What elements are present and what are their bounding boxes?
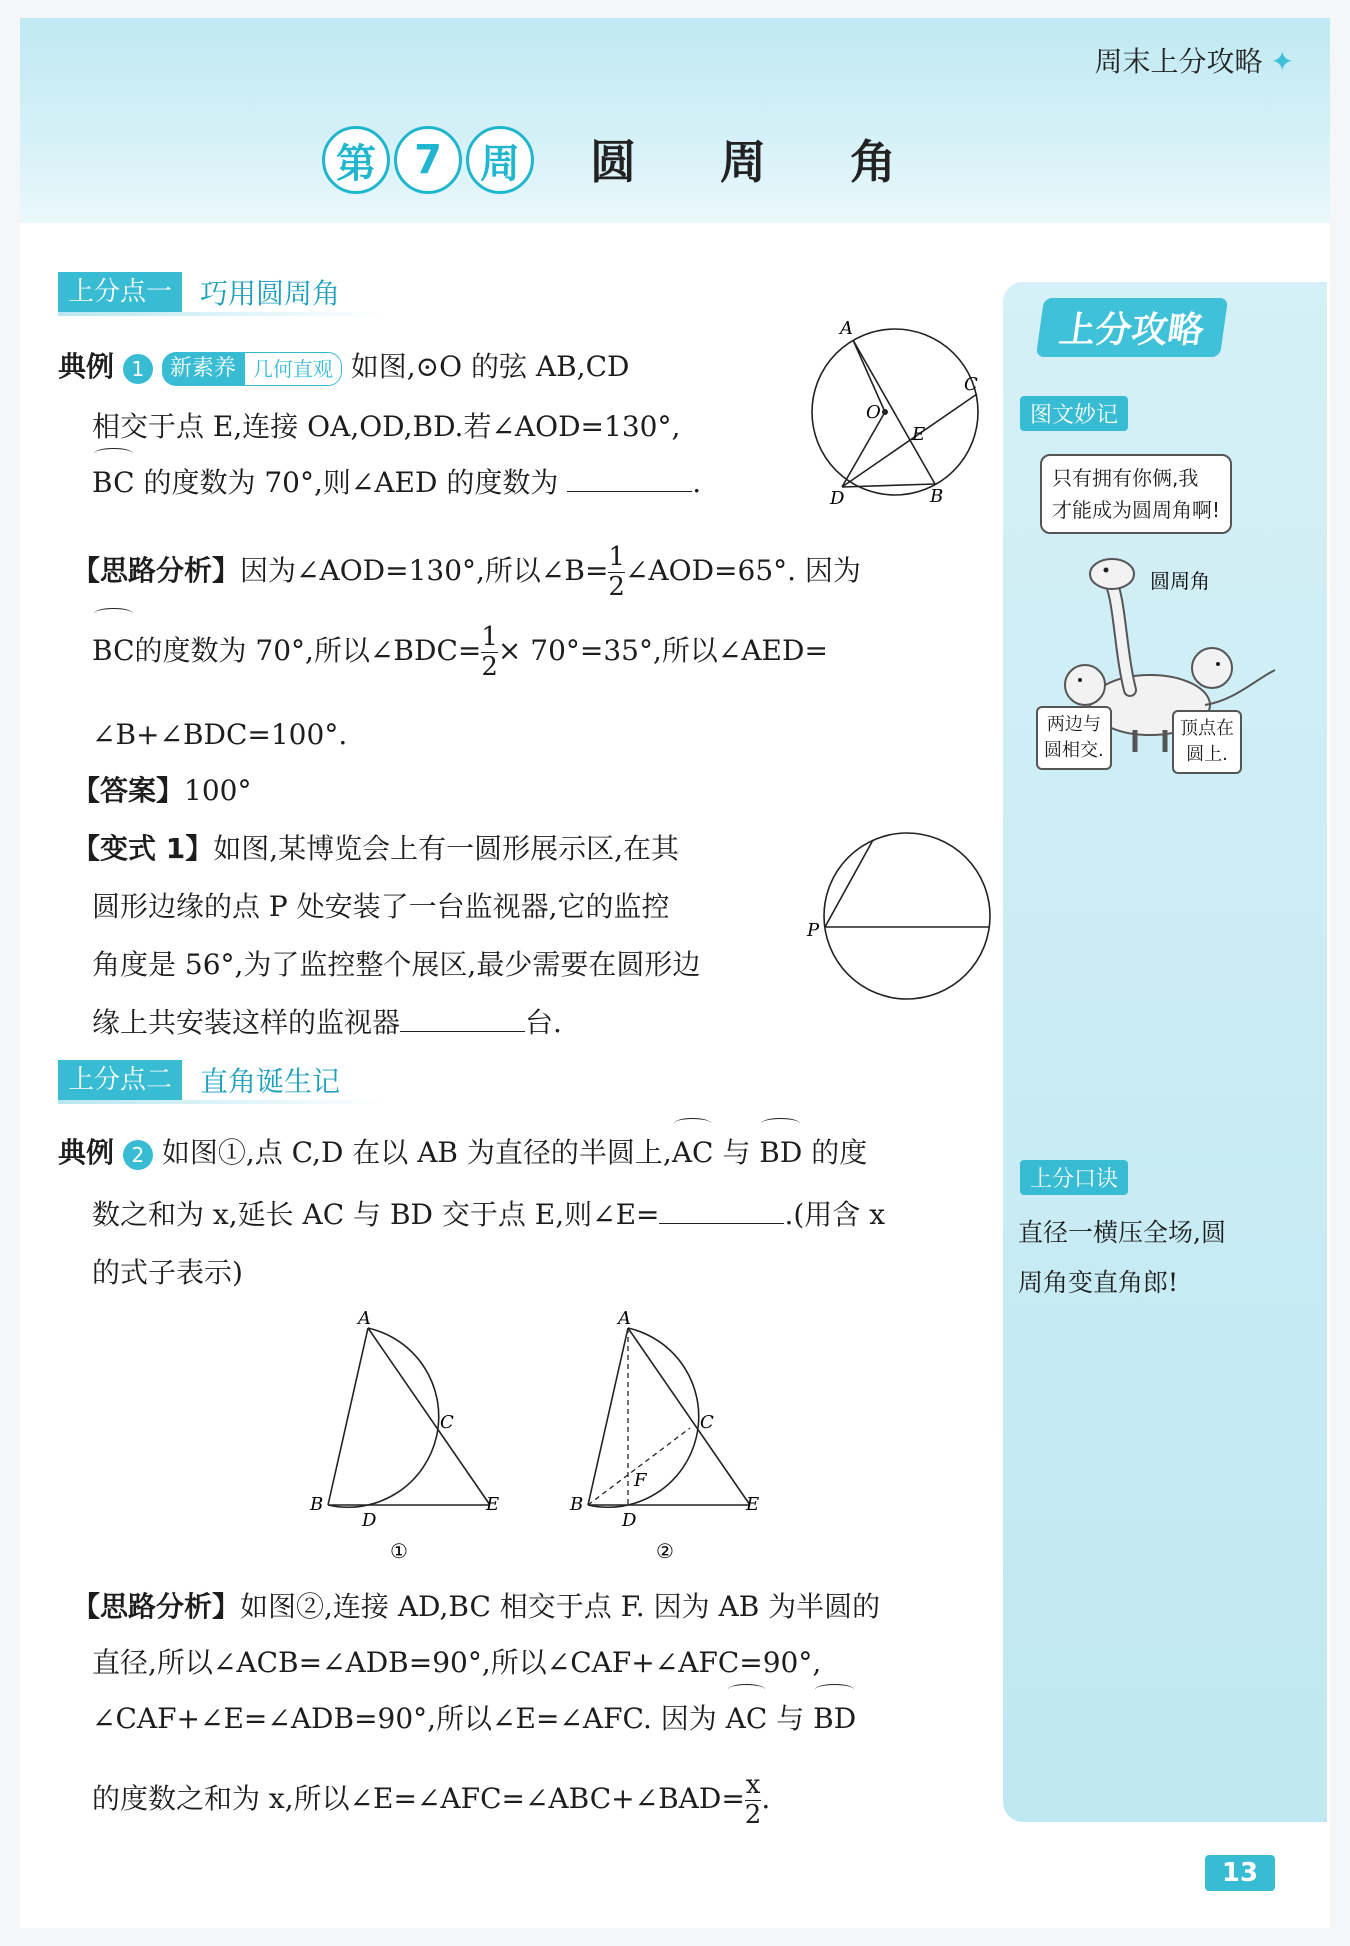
analysis-2-label: 【思路分析】 (72, 1590, 241, 1623)
variant-1-text-4: 缘上共安装这样的监视器 (92, 1006, 401, 1039)
analysis-2-text-1: 如图②,连接 AD,BC 相交于点 F. 因为 AB 为半圆的 (240, 1590, 881, 1623)
section-2-title: 直角诞生记 (200, 1065, 341, 1098)
example-2-label: 典例 (58, 1136, 115, 1169)
note-two-sides (1036, 706, 1112, 770)
example-2-line-3: 的式子表示) (92, 1256, 243, 1289)
fraction-half-1-num: 1 (608, 542, 625, 573)
section-1-underline (58, 312, 388, 316)
header-tag (1095, 40, 1294, 80)
section-2-heading (58, 1060, 340, 1100)
example-1-number: 1 (123, 354, 153, 384)
section-1-tag: 上分点一 (58, 272, 182, 312)
fig1-label-o: O (866, 402, 881, 423)
variant-1-text-4-end: 台. (525, 1006, 562, 1039)
week-char-3: 周 (466, 126, 534, 194)
fig1-label-b: B (930, 486, 944, 507)
rhyme-line-1: 直径一横压全场,圆 (1018, 1218, 1226, 1247)
answer-1-label: 【答案】 (72, 774, 185, 807)
analysis-1-text-1b: ∠AOD=65°. 因为 (624, 554, 861, 587)
header-tag-text: 周末上分攻略 (1094, 45, 1263, 78)
example-2-line-2 (92, 1188, 885, 1242)
fig-b-caption: ② (656, 1539, 674, 1563)
example-1-text-1: 如图,⊙O 的弦 AB,CD (350, 350, 630, 383)
section-1-heading (58, 272, 340, 312)
answer-blank-2 (400, 1001, 525, 1032)
answer-blank-1 (567, 461, 692, 492)
analysis-2-text-3b: 与 (776, 1702, 805, 1735)
example-1-text-3: 的度数为 70°,则∠AED 的度数为 (143, 466, 559, 499)
example-1-line-1 (58, 340, 629, 394)
geometry-intuition-badge: 几何直观 (244, 352, 342, 386)
fraction-half-1 (608, 543, 625, 601)
figure-example-2-2 (560, 1310, 780, 1570)
example-1-label: 典例 (58, 350, 115, 383)
fraction-x-half (745, 1771, 762, 1829)
variant-1-text-1: 如图,某博览会上有一圆形展示区,在其 (213, 832, 680, 865)
section-1-title: 巧用圆周角 (200, 277, 341, 310)
analysis-1-line-1 (72, 536, 861, 606)
fig-a-label-e: E (486, 1494, 500, 1515)
arc-bd: BD (759, 1126, 802, 1180)
fig-a-label-b: B (310, 1494, 324, 1515)
fraction-x-half-den: 2 (744, 1800, 762, 1830)
fraction-x-half-num: x (745, 1770, 761, 1801)
analysis-1-line-2 (92, 616, 828, 686)
arc-bc: BC (92, 456, 135, 510)
dino-label: 圆周角 (1150, 569, 1210, 593)
note-two-sides-line-2: 圆相交. (1044, 740, 1104, 761)
analysis-2-line-4 (92, 1764, 770, 1834)
new-literacy-badge: 新素养 (162, 352, 244, 386)
figure-variant-1 (795, 828, 995, 1008)
fraction-half-2 (481, 623, 498, 681)
fig-b-label-a: A (618, 1310, 631, 1329)
analysis-2-text-3a: ∠CAF+∠E=∠ADB=90°,所以∠E=∠AFC. 因为 (92, 1702, 717, 1735)
week-char-1: 第 (322, 126, 390, 194)
bubble-line-1: 只有拥有你俩,我 (1052, 466, 1199, 490)
example-1-line-2: 相交于点 E,连接 OA,OD,BD.若∠AOD=130°, (92, 410, 681, 443)
arc-bd-2: BD (813, 1692, 856, 1746)
variant-1-line-3: 角度是 56°,为了监控整个展区,最少需要在圆形边 (92, 948, 701, 981)
example-1-text-3-end: . (692, 466, 702, 499)
sidebar-sub-1: 图文妙记 (1020, 396, 1128, 431)
analysis-1-line-3: ∠B+∠BDC=100°. (92, 718, 348, 751)
fig-var-label-p: P (807, 920, 820, 941)
variant-1-line-2: 圆形边缘的点 P 处安装了一台监视器,它的监控 (92, 890, 670, 923)
answer-1-value: 100° (184, 774, 252, 807)
example-2-line-1 (58, 1126, 867, 1180)
fraction-half-2-den: 2 (481, 652, 498, 682)
fig-a-label-d: D (362, 1510, 377, 1531)
fig1-label-a: A (840, 318, 853, 339)
arc-ac-2: AC (726, 1692, 768, 1746)
page-number: 13 (1205, 1855, 1275, 1891)
note-two-sides-line-1: 两边与 (1046, 714, 1101, 735)
answer-blank-3 (659, 1193, 784, 1224)
analysis-1-text-1a: 因为∠AOD=130°,所以∠B= (240, 554, 609, 587)
fig-b-label-f: F (634, 1470, 647, 1491)
fig1-label-c: C (964, 374, 978, 395)
answer-1 (72, 764, 251, 818)
example-2-text-1b: 与 (722, 1136, 751, 1169)
analysis-2-line-3 (92, 1692, 856, 1746)
section-2-tag: 上分点二 (58, 1060, 182, 1100)
analysis-1-label: 【思路分析】 (72, 554, 241, 587)
fig-b-label-b: B (570, 1494, 584, 1515)
example-2-text-2b: .(用含 x (784, 1198, 885, 1231)
fig-a-label-a: A (358, 1310, 371, 1329)
fig1-label-e: E (912, 424, 926, 445)
variant-1-line-1 (72, 822, 679, 876)
example-2-text-2a: 数之和为 x,延长 AC 与 BD 交于点 E,则∠E= (92, 1198, 660, 1231)
example-2-text-1c: 的度 (811, 1136, 868, 1169)
analysis-2-text-4-end: . (761, 1782, 771, 1815)
variant-1-label: 【变式 1】 (72, 832, 214, 865)
analysis-1-text-2a: 的度数为 70°,所以∠BDC= (134, 634, 482, 667)
analysis-1-text-2b: × 70°=35°,所以∠AED= (497, 634, 828, 667)
figure-example-1 (790, 312, 990, 512)
note-vertex-line-1: 顶点在 (1180, 718, 1234, 739)
fraction-half-1-den: 2 (608, 572, 625, 602)
section-2-underline (58, 1100, 388, 1104)
arc-bc-2: BC (92, 616, 135, 686)
sidebar-sub-2: 上分口诀 (1020, 1160, 1128, 1195)
analysis-2-line-2: 直径,所以∠ACB=∠ADB=90°,所以∠CAF+∠AFC=90°, (92, 1646, 822, 1679)
example-1-line-3 (92, 456, 701, 510)
example-2-number: 2 (123, 1140, 153, 1170)
page-title: 圆 周 角 (590, 135, 931, 189)
week-char-2: 7 (394, 126, 462, 194)
sparkle-icon: ✦ (1270, 45, 1294, 78)
fig-b-label-c: C (700, 1412, 714, 1433)
example-2-text-1a: 如图①,点 C,D 在以 AB 为直径的半圆上, (161, 1136, 672, 1169)
analysis-2-text-4: 的度数之和为 x,所以∠E=∠AFC=∠ABC+∠BAD= (92, 1782, 745, 1815)
bubble-line-2: 才能成为圆周角啊! (1052, 498, 1221, 522)
rhyme-line-2: 周角变直角郎! (1018, 1268, 1179, 1297)
fig-b-label-e: E (746, 1494, 760, 1515)
dino-speech-bubble (1040, 454, 1232, 534)
note-vertex-line-2: 圆上. (1186, 744, 1228, 765)
fraction-half-2-num: 1 (481, 622, 498, 653)
variant-1-line-4 (92, 996, 562, 1050)
figure-example-2-1 (300, 1310, 500, 1570)
week-badge (322, 125, 534, 195)
note-vertex (1172, 710, 1242, 774)
analysis-2-line-1 (72, 1580, 880, 1634)
arc-ac: AC (672, 1126, 714, 1180)
fig-a-label-c: C (440, 1412, 454, 1433)
fig-a-caption: ① (390, 1539, 408, 1563)
sidebar-title: 上分攻略 (1036, 298, 1228, 357)
fig1-label-d: D (830, 488, 845, 509)
fig-b-label-d: D (622, 1510, 637, 1531)
